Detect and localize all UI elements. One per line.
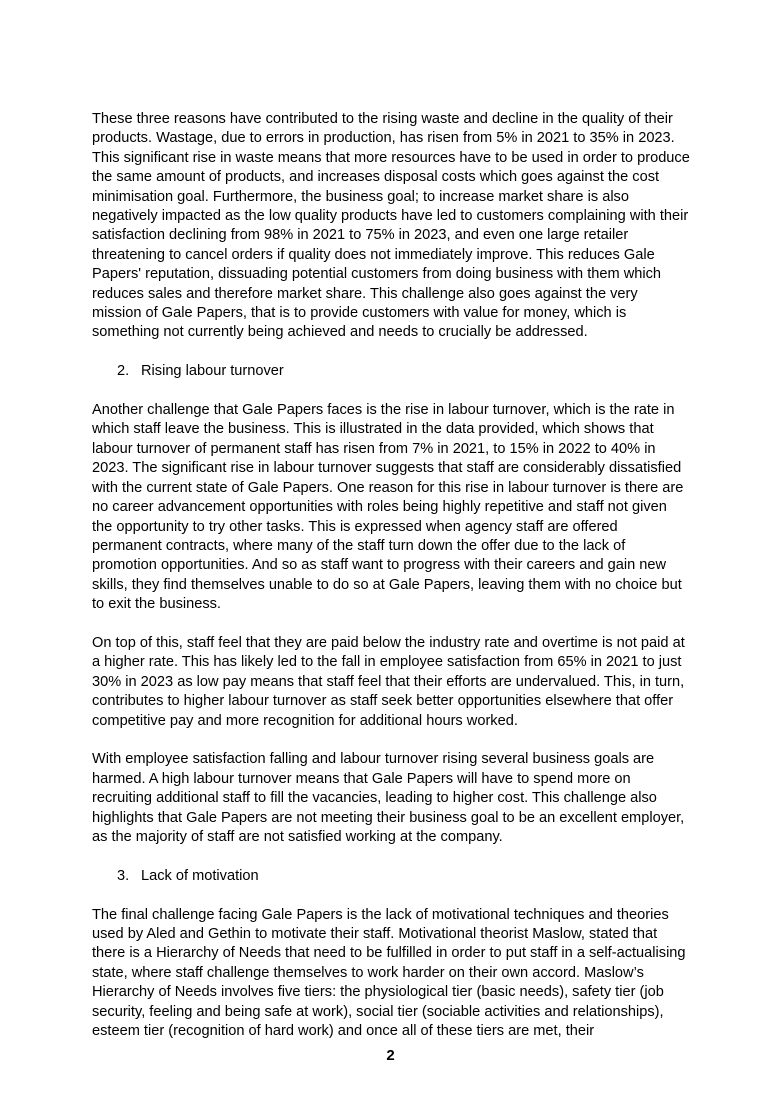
text-line: reduces sales and therefore market share. This challenge also goes against the very: [92, 285, 638, 302]
text-line: products. Wastage, due to errors in production, has risen from 5% in 2021 to 35% in 2023.: [92, 130, 675, 147]
text-line: recruiting additional staff to fill the vacancies, leading to higher cost. This challenge also: [92, 790, 657, 807]
text-line: promotion opportunities. And so as staff want to progress with their careers and gain new: [92, 557, 667, 574]
paragraph: [92, 906, 698, 1042]
heading-text: Rising labour turnover: [141, 363, 284, 380]
text-line: used by Aled and Gethin to motivate their staff. Motivational theorist Maslow, stated that: [92, 925, 658, 942]
text-line: permanent contracts, where many of the staff turn down the offer due to the lack of: [92, 537, 626, 554]
paragraph: [92, 110, 698, 343]
text-line: satisfaction declining from 98% in 2021 to 75% in 2023, and even one large retailer: [92, 227, 629, 244]
section-heading: [92, 867, 698, 886]
list-number: 2.: [117, 363, 130, 380]
text-line: harmed. A high labour turnover means that Gale Papers will have to spend more on: [92, 770, 631, 787]
text-line: negatively impacted as the low quality products have led to customers complaining with their: [92, 208, 689, 225]
paragraph: [92, 750, 698, 847]
text-line: contributes to higher labour turnover as staff seek better opportunities elsewhere that offer: [92, 693, 674, 710]
paragraph: [92, 401, 698, 614]
page-number: 2: [386, 1047, 395, 1064]
text-line: there is a Hierarchy of Needs that need to be fulfilled in order to put staff in a self-actualising: [92, 945, 686, 962]
text-line: threatening to cancel orders if quality does not immediately improve. This reduces Gale: [92, 246, 655, 263]
text-line: something not currently being achieved and needs to crucially be addressed.: [92, 324, 588, 341]
text-line: Hierarchy of Needs involves five tiers: the physiological tier (basic needs), safety tier (job: [92, 984, 664, 1001]
text-line: competitive pay and more recognition for additional hours worked.: [92, 712, 518, 729]
text-line: labour turnover of permanent staff has risen from 7% in 2021, to 15% in 2022 to 40% in: [92, 440, 656, 457]
text-line: skills, they find themselves unable to do so at Gale Papers, leaving them with no choice but: [92, 576, 682, 593]
text-line: 2023. The significant rise in labour turnover suggests that staff are considerably dissatisfied: [92, 460, 682, 477]
text-line: the opportunity to try other tasks. This is expressed when agency staff are offered: [92, 518, 618, 535]
text-line: a higher rate. This has likely led to the fall in employee satisfaction from 65% in 2021 to just: [92, 654, 682, 671]
text-line: with the current state of Gale Papers. One reason for this rise in labour turnover is there are: [92, 479, 684, 496]
text-line: The final challenge facing Gale Papers is the lack of motivational techniques and theories: [92, 906, 669, 923]
text-line: On top of this, staff feel that they are paid below the industry rate and overtime is not paid at: [92, 634, 685, 651]
text-line: no career advancement opportunities with roles being highly repetitive and staff not given: [92, 499, 667, 516]
section-heading: [92, 362, 698, 381]
text-line: security, feeling and being safe at work), social tier (sociable activities and relationships),: [92, 1003, 664, 1020]
text-line: mission of Gale Papers, that is to provide customers with value for money, which is: [92, 305, 627, 322]
document-body: [92, 110, 698, 1061]
text-line: Another challenge that Gale Papers faces is the rise in labour turnover, which is the rate in: [92, 402, 675, 419]
text-line: esteem tier (recognition of hard work) and once all of these tiers are met, their: [92, 1023, 595, 1039]
text-line: which staff leave the business. This is illustrated in the data provided, which shows that: [92, 421, 654, 438]
text-line: Papers' reputation, dissuading potential customers from doing business with them which: [92, 266, 661, 283]
paragraph: [92, 634, 698, 731]
text-line: state, where staff challenge themselves to work harder on their own accord. Maslow’s: [92, 964, 644, 981]
text-line: as the majority of staff are not satisfied working at the company.: [92, 828, 503, 845]
heading-text: Lack of motivation: [141, 867, 259, 884]
text-line: With employee satisfaction falling and labour turnover rising several business goals are: [92, 751, 655, 768]
text-line: the same amount of products, and increases disposal costs which goes against the cost: [92, 169, 660, 186]
text-line: These three reasons have contributed to the rising waste and decline in the quality of their: [92, 111, 673, 127]
text-line: to exit the business.: [92, 596, 221, 613]
text-line: 30% in 2023 as low pay means that staff feel that their efforts are undervalued. This, in turn,: [92, 673, 685, 690]
text-line: highlights that Gale Papers are not meeting their business goal to be an excellent employer,: [92, 809, 685, 826]
text-line: minimisation goal. Furthermore, the business goal; to increase market share is also: [92, 188, 629, 205]
text-line: This significant rise in waste means that more resources have to be used in order to produce: [92, 149, 690, 166]
list-number: 3.: [117, 867, 130, 884]
